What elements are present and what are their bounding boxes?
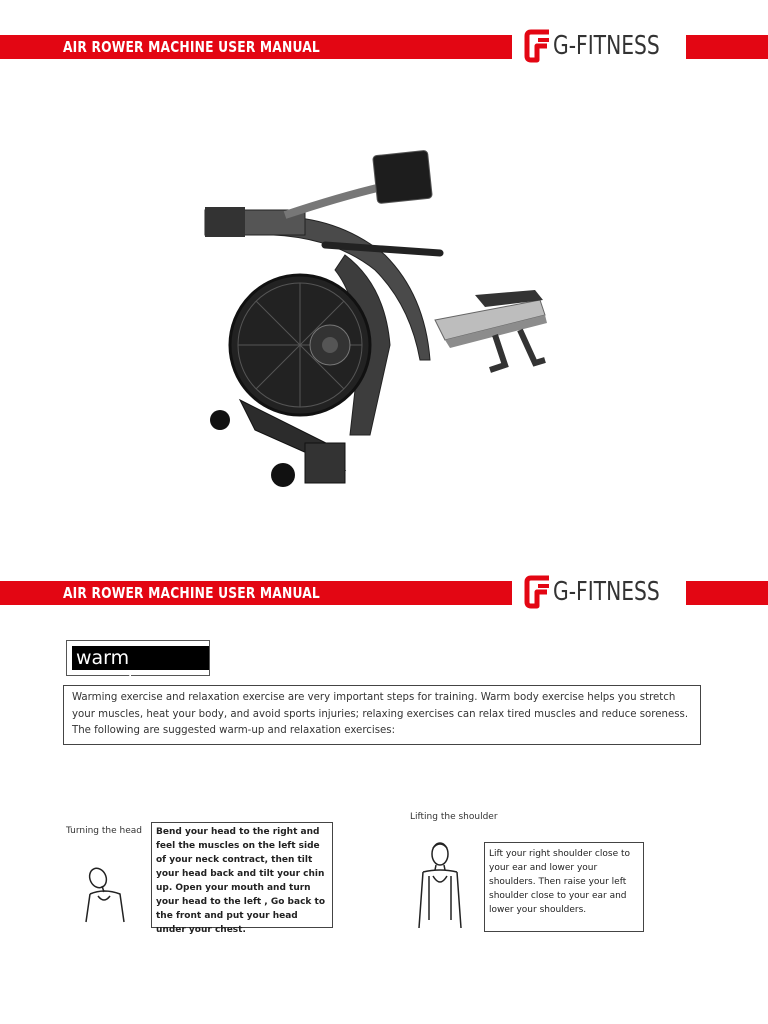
brand-name: G-FITNESS: [553, 577, 660, 607]
g-fitness-logo-icon: [523, 26, 553, 66]
g-fitness-logo-icon: [523, 572, 553, 612]
exercise-label-lifting-shoulder: Lifting the shoulder: [410, 812, 498, 822]
exercise-text-lifting-shoulder: Lift your right shoulder close to your ear and lower your shoulders. Then raise your left shoulder close to your ear and lower your shoulders.: [484, 842, 644, 932]
exercise-text-turning-head: Bend your head to the right and feel the muscles on the left side of your neck contract, then tilt your head back and tilt your chin up. Open your mouth and turn your head to the left , Go back to the front and put your head under your chest.: [151, 822, 333, 928]
brand-name: G-FITNESS: [553, 31, 660, 61]
section-heading-box: [66, 640, 210, 693]
exercise-label-turning-head: Turning the head: [66, 826, 142, 836]
manual-title: AIR ROWER MACHINE USER MANUAL: [63, 38, 320, 56]
header-bar-right: [686, 35, 768, 59]
header-bar-right: [686, 581, 768, 605]
section-heading: warm exercise: [72, 646, 209, 670]
manual-title: AIR ROWER MACHINE USER MANUAL: [63, 584, 320, 602]
air-rower-machine-illustration: [195, 145, 565, 495]
header-banner-second: [0, 568, 768, 628]
shoulder-lift-figure-icon: [415, 840, 465, 930]
header-banner-top: [0, 22, 768, 82]
intro-paragraph: Warming exercise and relaxation exercise are very important steps for training. Warm body exercise helps you stretch your muscles, heat your body, and avoid sports injuries; relaxing exercises can relax tired muscles and reduce soreness. The following are suggested warm-up and relaxation exercises:: [63, 685, 701, 745]
head-turn-figure-icon: [80, 864, 130, 924]
